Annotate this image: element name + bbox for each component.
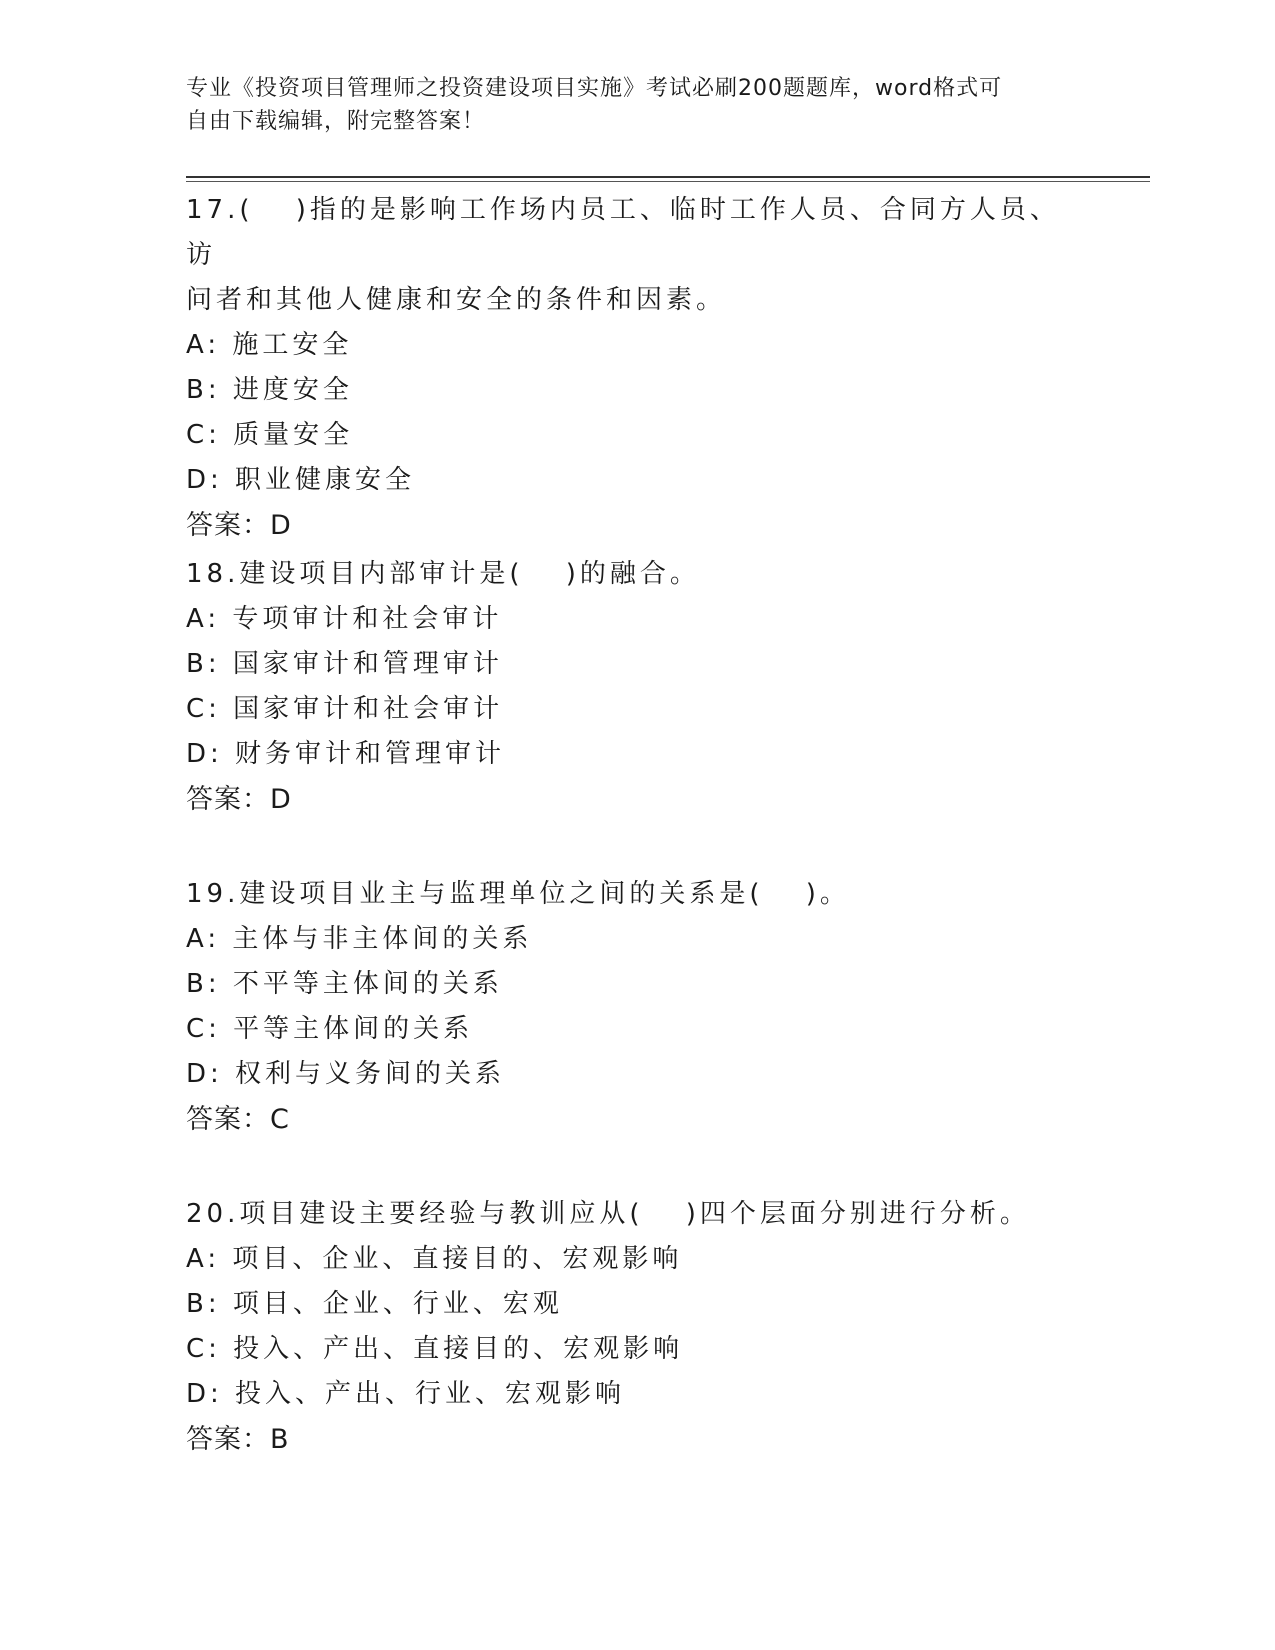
header-divider-thin [186,181,1150,182]
header-divider-thick [186,176,1150,178]
option-d: D: 财务审计和管理审计 [186,739,506,769]
option-d: D: 权利与义务间的关系 [186,1059,506,1089]
option-b: B: 不平等主体间的关系 [186,969,503,999]
question-stem-line-2: 问者和其他人健康和安全的条件和因素。 [186,285,727,315]
option-c: C: 平等主体间的关系 [186,1014,474,1044]
question-18 [186,552,1086,822]
question-stem-line-1: 19.建设项目业主与监理单位之间的关系是( )。 [186,879,850,909]
question-19 [186,872,1086,1142]
question-stem-line-1: 18.建设项目内部审计是( )的融合。 [186,559,700,589]
option-a: A: 专项审计和社会审计 [186,604,503,634]
question-20 [186,1192,1086,1462]
option-a: A: 项目、企业、直接目的、宏观影响 [186,1244,683,1274]
option-d: D: 职业健康安全 [186,465,416,495]
header-line-1: 专业《投资项目管理师之投资建设项目实施》考试必刷200题题库，word格式可 [186,76,1003,101]
answer: 答案：D [186,510,292,541]
document-header [186,72,1066,138]
header-line-2: 自由下载编辑，附完整答案！ [186,109,486,134]
answer: 答案：C [186,1104,290,1135]
option-a: A: 主体与非主体间的关系 [186,924,533,954]
question-stem-line-1: 20.项目建设主要经验与教训应从( )四个层面分别进行分析。 [186,1199,1030,1229]
option-b: B: 进度安全 [186,375,353,405]
option-b: B: 国家审计和管理审计 [186,649,503,679]
answer: 答案：D [186,784,292,815]
option-c: C: 投入、产出、直接目的、宏观影响 [186,1334,684,1364]
option-c: C: 质量安全 [186,420,354,450]
question-17 [186,188,1086,548]
question-stem-line-1: 17.( )指的是影响工作场内员工、临时工作人员、合同方人员、访 [186,195,1060,270]
answer: 答案：B [186,1424,290,1455]
option-b: B: 项目、企业、行业、宏观 [186,1289,563,1319]
option-a: A: 施工安全 [186,330,353,360]
option-d: D: 投入、产出、行业、宏观影响 [186,1379,626,1409]
option-c: C: 国家审计和社会审计 [186,694,504,724]
